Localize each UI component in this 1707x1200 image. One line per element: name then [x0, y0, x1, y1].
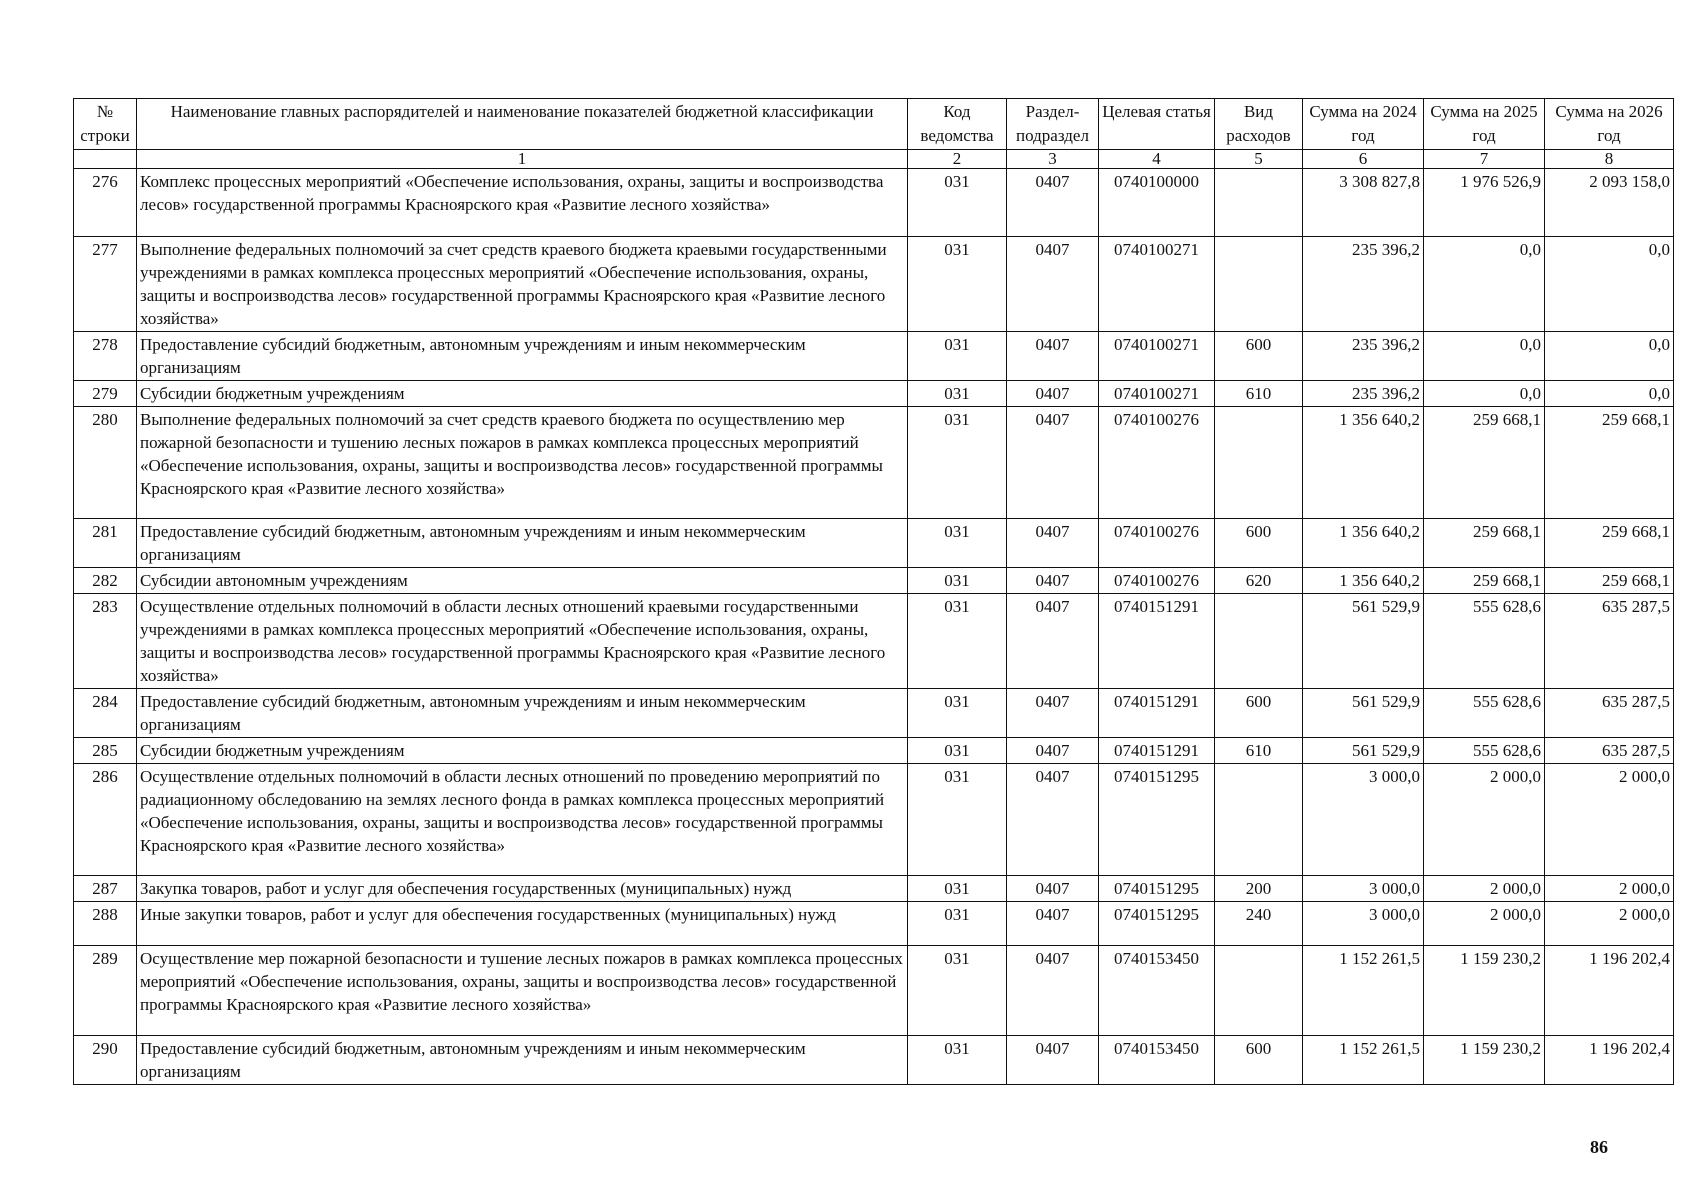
header-name: Наименование главных распорядителей и наименование показателей бюджетной классификации [137, 99, 908, 150]
dept-code: 031 [908, 876, 1007, 902]
row-name: Иные закупки товаров, работ и услуг для обеспечения государственных (муниципальных) нужд [137, 902, 908, 946]
sum-2025: 259 668,1 [1424, 519, 1545, 568]
budget-table [73, 98, 1674, 1085]
sum-2026: 259 668,1 [1545, 407, 1674, 519]
expense-type: 600 [1215, 1036, 1303, 1085]
sum-2024: 235 396,2 [1303, 237, 1424, 332]
sum-2025: 555 628,6 [1424, 594, 1545, 689]
section-code: 0407 [1007, 594, 1099, 689]
section-code: 0407 [1007, 381, 1099, 407]
row-number: 290 [74, 1036, 137, 1085]
target-code: 0740151295 [1099, 764, 1215, 876]
sum-2024: 1 356 640,2 [1303, 519, 1424, 568]
target-code: 0740100276 [1099, 568, 1215, 594]
sum-2026: 2 093 158,0 [1545, 169, 1674, 237]
header-dept-code: Код ведомства [908, 99, 1007, 150]
target-code: 0740100276 [1099, 519, 1215, 568]
dept-code: 031 [908, 169, 1007, 237]
sum-2026: 1 196 202,4 [1545, 946, 1674, 1036]
dept-code: 031 [908, 237, 1007, 332]
column-number: 4 [1099, 150, 1215, 169]
column-number: 3 [1007, 150, 1099, 169]
section-code: 0407 [1007, 902, 1099, 946]
target-code: 0740100271 [1099, 381, 1215, 407]
sum-2024: 1 152 261,5 [1303, 946, 1424, 1036]
sum-2024: 235 396,2 [1303, 381, 1424, 407]
dept-code: 031 [908, 594, 1007, 689]
sum-2025: 1 976 526,9 [1424, 169, 1545, 237]
sum-2026: 0,0 [1545, 381, 1674, 407]
row-number: 284 [74, 689, 137, 738]
section-code: 0407 [1007, 689, 1099, 738]
row-number: 285 [74, 738, 137, 764]
row-number: 283 [74, 594, 137, 689]
expense-type [1215, 407, 1303, 519]
sum-2025: 0,0 [1424, 237, 1545, 332]
table-row [74, 738, 1674, 764]
section-code: 0407 [1007, 169, 1099, 237]
sum-2026: 635 287,5 [1545, 594, 1674, 689]
sum-2026: 2 000,0 [1545, 876, 1674, 902]
expense-type [1215, 764, 1303, 876]
sum-2025: 555 628,6 [1424, 738, 1545, 764]
section-code: 0407 [1007, 568, 1099, 594]
dept-code: 031 [908, 738, 1007, 764]
row-number: 287 [74, 876, 137, 902]
sum-2026: 259 668,1 [1545, 519, 1674, 568]
expense-type: 610 [1215, 738, 1303, 764]
expense-type [1215, 169, 1303, 237]
sum-2024: 561 529,9 [1303, 738, 1424, 764]
sum-2026: 0,0 [1545, 332, 1674, 381]
sum-2024: 561 529,9 [1303, 594, 1424, 689]
header-sum-2025: Сумма на 2025 год [1424, 99, 1545, 150]
sum-2024: 1 152 261,5 [1303, 1036, 1424, 1085]
sum-2025: 2 000,0 [1424, 902, 1545, 946]
sum-2026: 635 287,5 [1545, 689, 1674, 738]
sum-2024: 1 356 640,2 [1303, 407, 1424, 519]
column-number: 5 [1215, 150, 1303, 169]
target-code: 0740151295 [1099, 902, 1215, 946]
table-body [74, 169, 1674, 1085]
dept-code: 031 [908, 689, 1007, 738]
row-number: 280 [74, 407, 137, 519]
target-code: 0740100276 [1099, 407, 1215, 519]
row-name: Субсидии автономным учреждениям [137, 568, 908, 594]
sum-2025: 259 668,1 [1424, 568, 1545, 594]
sum-2024: 1 356 640,2 [1303, 568, 1424, 594]
row-name: Предоставление субсидий бюджетным, автономным учреждениям и иным некоммерческим организациям [137, 1036, 908, 1085]
row-number: 282 [74, 568, 137, 594]
expense-type: 600 [1215, 519, 1303, 568]
section-code: 0407 [1007, 876, 1099, 902]
column-number: 1 [137, 150, 908, 169]
expense-type: 620 [1215, 568, 1303, 594]
header-target: Целевая статья [1099, 99, 1215, 150]
section-code: 0407 [1007, 764, 1099, 876]
page-number: 86 [1590, 1137, 1608, 1157]
header-sum-2024: Сумма на 2024 год [1303, 99, 1424, 150]
row-number: 278 [74, 332, 137, 381]
column-number-row [74, 150, 1674, 169]
sum-2025: 1 159 230,2 [1424, 946, 1545, 1036]
row-number: 288 [74, 902, 137, 946]
header-row-no: № строки [74, 99, 137, 150]
target-code: 0740100271 [1099, 332, 1215, 381]
sum-2024: 3 308 827,8 [1303, 169, 1424, 237]
target-code: 0740151291 [1099, 738, 1215, 764]
row-name: Осуществление отдельных полномочий в области лесных отношений краевыми государственными учреждениями в рамках комплекса процессных мероприятий «Обеспечение использования, охраны, защиты и воспроизводства лесов» государственной программы Красноярского края «Развитие лесного хозяйства» [137, 594, 908, 689]
table-row [74, 1036, 1674, 1085]
dept-code: 031 [908, 946, 1007, 1036]
row-name: Предоставление субсидий бюджетным, автономным учреждениям и иным некоммерческим организациям [137, 689, 908, 738]
section-code: 0407 [1007, 738, 1099, 764]
sum-2025: 2 000,0 [1424, 764, 1545, 876]
column-number: 8 [1545, 150, 1674, 169]
sum-2026: 2 000,0 [1545, 764, 1674, 876]
sum-2024: 235 396,2 [1303, 332, 1424, 381]
sum-2024: 3 000,0 [1303, 902, 1424, 946]
table-row [74, 902, 1674, 946]
dept-code: 031 [908, 568, 1007, 594]
table-row [74, 381, 1674, 407]
row-number: 279 [74, 381, 137, 407]
sum-2025: 2 000,0 [1424, 876, 1545, 902]
table-row [74, 407, 1674, 519]
expense-type: 240 [1215, 902, 1303, 946]
row-name: Комплекс процессных мероприятий «Обеспечение использования, охраны, защиты и воспроизводства лесов» государственной программы Красноярского края «Развитие лесного хозяйства» [137, 169, 908, 237]
table-row [74, 169, 1674, 237]
sum-2026: 0,0 [1545, 237, 1674, 332]
target-code: 0740153450 [1099, 1036, 1215, 1085]
dept-code: 031 [908, 407, 1007, 519]
column-number: 6 [1303, 150, 1424, 169]
row-number: 289 [74, 946, 137, 1036]
sum-2024: 3 000,0 [1303, 876, 1424, 902]
sum-2025: 0,0 [1424, 381, 1545, 407]
section-code: 0407 [1007, 946, 1099, 1036]
column-number [74, 150, 137, 169]
section-code: 0407 [1007, 237, 1099, 332]
table-row [74, 519, 1674, 568]
row-name: Выполнение федеральных полномочий за счет средств краевого бюджета по осуществлению мер пожарной безопасности и тушению лесных пожаров в рамках комплекса процессных мероприятий «Обеспечение использования, охраны, защиты и воспроизводства лесов» государственной программы Красноярского края «Развитие лесного хозяйства» [137, 407, 908, 519]
expense-type [1215, 946, 1303, 1036]
sum-2025: 0,0 [1424, 332, 1545, 381]
target-code: 0740151291 [1099, 594, 1215, 689]
dept-code: 031 [908, 381, 1007, 407]
section-code: 0407 [1007, 407, 1099, 519]
row-name: Субсидии бюджетным учреждениям [137, 381, 908, 407]
dept-code: 031 [908, 764, 1007, 876]
row-number: 276 [74, 169, 137, 237]
column-number: 7 [1424, 150, 1545, 169]
sum-2024: 561 529,9 [1303, 689, 1424, 738]
header-sum-2026: Сумма на 2026 год [1545, 99, 1674, 150]
row-number: 277 [74, 237, 137, 332]
sum-2025: 259 668,1 [1424, 407, 1545, 519]
table-row [74, 594, 1674, 689]
sum-2026: 2 000,0 [1545, 902, 1674, 946]
row-number: 286 [74, 764, 137, 876]
row-name: Закупка товаров, работ и услуг для обеспечения государственных (муниципальных) нужд [137, 876, 908, 902]
sum-2025: 1 159 230,2 [1424, 1036, 1545, 1085]
expense-type: 600 [1215, 332, 1303, 381]
dept-code: 031 [908, 902, 1007, 946]
target-code: 0740100271 [1099, 237, 1215, 332]
expense-type: 610 [1215, 381, 1303, 407]
expense-type: 600 [1215, 689, 1303, 738]
row-name: Предоставление субсидий бюджетным, автономным учреждениям и иным некоммерческим организациям [137, 519, 908, 568]
row-number: 281 [74, 519, 137, 568]
dept-code: 031 [908, 1036, 1007, 1085]
row-name: Предоставление субсидий бюджетным, автономным учреждениям и иным некоммерческим организациям [137, 332, 908, 381]
column-number: 2 [908, 150, 1007, 169]
table-row [74, 876, 1674, 902]
header-expense-type: Вид расходов [1215, 99, 1303, 150]
table-row [74, 332, 1674, 381]
target-code: 0740100000 [1099, 169, 1215, 237]
table-row [74, 689, 1674, 738]
expense-type [1215, 594, 1303, 689]
expense-type: 200 [1215, 876, 1303, 902]
row-name: Осуществление мер пожарной безопасности и тушение лесных пожаров в рамках комплекса процессных мероприятий «Обеспечение использования, охраны, защиты и воспроизводства лесов» государственной программы Красноярского края «Развитие лесного хозяйства» [137, 946, 908, 1036]
sum-2026: 1 196 202,4 [1545, 1036, 1674, 1085]
header-section: Раздел-подраздел [1007, 99, 1099, 150]
expense-type [1215, 237, 1303, 332]
row-name: Субсидии бюджетным учреждениям [137, 738, 908, 764]
section-code: 0407 [1007, 519, 1099, 568]
sum-2026: 259 668,1 [1545, 568, 1674, 594]
target-code: 0740153450 [1099, 946, 1215, 1036]
row-name: Осуществление отдельных полномочий в области лесных отношений по проведению мероприятий по радиационному обследованию на землях лесного фонда в рамках комплекса процессных мероприятий «Обеспечение использования, охраны, защиты и воспроизводства лесов» государственной программы Красноярского края «Развитие лесного хозяйства» [137, 764, 908, 876]
row-name: Выполнение федеральных полномочий за счет средств краевого бюджета краевыми государственными учреждениями в рамках комплекса процессных мероприятий «Обеспечение использования, охраны, защиты и воспроизводства лесов» государственной программы Красноярского края «Развитие лесного хозяйства» [137, 237, 908, 332]
target-code: 0740151291 [1099, 689, 1215, 738]
table-row [74, 764, 1674, 876]
table-row [74, 237, 1674, 332]
dept-code: 031 [908, 332, 1007, 381]
section-code: 0407 [1007, 332, 1099, 381]
sum-2026: 635 287,5 [1545, 738, 1674, 764]
sum-2025: 555 628,6 [1424, 689, 1545, 738]
header-row [74, 99, 1674, 150]
table-row [74, 568, 1674, 594]
table-row [74, 946, 1674, 1036]
sum-2024: 3 000,0 [1303, 764, 1424, 876]
dept-code: 031 [908, 519, 1007, 568]
section-code: 0407 [1007, 1036, 1099, 1085]
target-code: 0740151295 [1099, 876, 1215, 902]
